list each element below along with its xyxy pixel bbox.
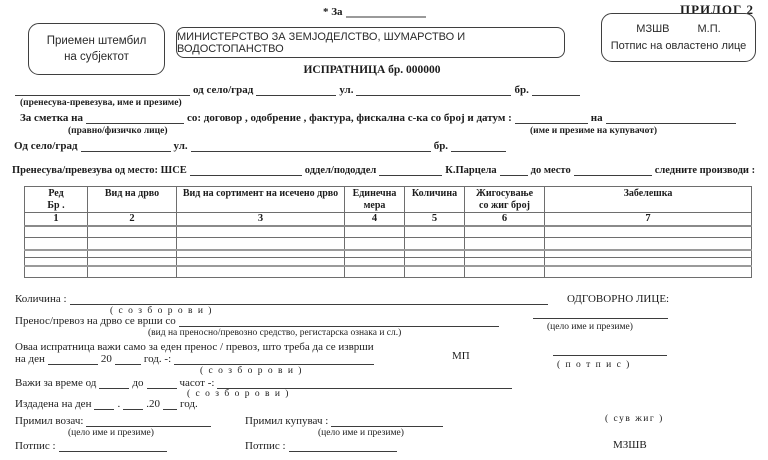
col-header-vid-drvo [88,187,177,213]
col-number: 4 [345,213,405,226]
driver-name-field[interactable] [86,415,211,427]
table-cell[interactable] [545,250,752,258]
col-header-zhigosuvanje [465,187,545,213]
do-mesto-field[interactable] [574,164,652,176]
col-header-line: Ред [48,188,64,199]
row-issued [15,398,198,410]
col-header-kolichina [405,187,465,213]
row-carrier [12,84,583,96]
table-number-row [25,213,752,226]
shse-field[interactable] [190,164,302,176]
legal-entity-caption: (правно/физичко лице) [68,126,168,136]
issued-day-field[interactable] [94,398,114,410]
col-header-line: Вид на сортимент на исечено дрво [182,188,339,199]
col-header-line: Забелешка [623,188,673,199]
so-zborovi-caption-3: ( с о з б о р о в и ) [187,389,290,399]
table-cell[interactable] [405,258,465,266]
twenty-label: 20 [100,353,112,365]
col-header-line: Бр . [47,199,65,211]
col-number: 6 [465,213,545,226]
driver-name-caption: (цело име и презиме) [68,428,154,438]
vehicle-caption: (вид на преносно/превозно средство, регистарска ознака и сл.) [148,328,402,338]
table-cell[interactable] [465,226,545,238]
responsible-signature-field[interactable] [553,344,667,356]
buyer-signature-field[interactable] [289,440,397,452]
col-header-line: Количина [411,188,458,199]
table-cell[interactable] [177,226,345,238]
col-header-zabeleshka [545,187,752,213]
ministry-box [176,27,565,58]
primil-kupuvac-label: Примил купувач : [245,415,329,427]
from-street-no-field[interactable] [451,140,506,152]
hour-to-field[interactable] [147,377,177,389]
primil-vozac-label: Примил возач: [15,415,84,427]
god-dash-label: год. -: [143,353,172,365]
row-buyer-received [245,415,446,427]
row-buyer-signature [245,440,400,452]
table-cell[interactable] [345,250,405,258]
table-cell[interactable] [465,266,545,278]
chasot-label: часот -: [179,377,215,389]
stamp-box-line1: Приемен штембил [46,35,147,47]
odgovorno-lice-label: ОДГОВОРНО ЛИЦЕ: [567,293,670,305]
table-cell[interactable] [545,266,752,278]
table-cell[interactable] [88,266,177,278]
mp-abbr: М.П. [697,22,721,35]
buyer-caption: (име и презиме на купувачот) [530,126,658,136]
issued-month-field[interactable] [123,398,143,410]
table-cell[interactable] [88,238,177,250]
god-label: год. [179,398,198,410]
products-suffix-label: следните производи : [654,165,756,176]
potpis-caption: ( п о т п и с ) [557,360,631,370]
table-cell[interactable] [465,238,545,250]
na-den-label: на ден [15,353,45,365]
table-cell[interactable] [25,258,88,266]
parcela-label: К.Парцела [445,165,497,176]
table-cell[interactable] [405,238,465,250]
prilog-label: ПРИЛОГ 2 [680,2,754,17]
izdadena-label: Издадена на ден [15,398,92,410]
br2-label: бр. [433,140,449,152]
table-cell[interactable] [25,266,88,278]
table-cell[interactable] [25,226,88,238]
so-zborovi-caption: ( с о з б о р о в и ) [110,306,213,316]
table-cell[interactable] [345,238,405,250]
table-cell[interactable] [405,226,465,238]
na-label: на [590,112,603,124]
table-cell[interactable] [88,250,177,258]
responsible-name-field[interactable] [533,307,668,319]
table-cell[interactable] [545,238,752,250]
transfer-prefix-label: Пренесува/превезува од место: ШСЕ [12,165,187,176]
table-cell[interactable] [405,250,465,258]
signature-note: Потпис на овластено лице [610,39,747,52]
table-cell[interactable] [405,266,465,278]
table-row [25,238,752,250]
hours-words-field[interactable] [217,377,512,389]
from-street-field[interactable] [191,140,431,152]
mzshv-box [601,13,756,62]
mzshv-box-top [636,21,720,38]
table-row [25,226,752,238]
table-cell[interactable] [25,250,88,258]
stamp-box [28,23,165,75]
col-header-edinechna-mera [345,187,405,213]
document-number-field[interactable] [515,112,588,124]
col-header-line: Вид на дрво [104,188,160,199]
table-cell[interactable] [177,266,345,278]
table-cell[interactable] [345,258,405,266]
from-village-field[interactable] [81,140,171,152]
od-selo-grad2-label: Од село/град [14,140,78,152]
za-field[interactable] [346,6,426,18]
carrier-street-field[interactable] [356,84,511,96]
day-field[interactable] [48,353,98,365]
issued-year-field[interactable] [163,398,177,410]
table-row [25,266,752,278]
table-row [25,250,752,258]
col-number: 2 [88,213,177,226]
col-header-line: мера [363,199,386,211]
za-row [323,6,429,18]
potpis-label: Потпис : [15,440,56,452]
table-cell[interactable] [545,226,752,238]
so-zborovi-caption-2: ( с о з б о р о в и ) [200,366,303,376]
document-type-label: со: договор , одобрение , фактура, фискална с-ка со број и датум : [186,112,512,124]
buyer-name-field[interactable] [606,112,736,124]
col-header-line: Единечна [352,188,397,199]
buyer-received-field[interactable] [331,415,443,427]
stamp-box-line2: на субјектот [64,51,129,63]
dot20-label: .20 [146,398,160,410]
table-cell[interactable] [545,258,752,266]
oddel-field[interactable] [379,164,442,176]
table-row [25,258,752,266]
col-header-sortiment [177,187,345,213]
ministry-title: МИНИСТЕРСТВО ЗА ЗЕМЈОДЕЛСТВО, ШУМАРСТВО И ВОДОСТОПАНСТВО [177,30,466,55]
year-field[interactable] [115,353,141,365]
oddel-label: оддел/пододдел [304,165,377,176]
ul-label: ул. [339,84,354,96]
potpis-label-2: Потпис : [245,440,286,452]
row-valid-hours [15,377,515,389]
date-words-field[interactable] [174,353,374,365]
od-selo-grad-label: од село/град [193,84,254,96]
za-smetka-label: За сметка на [20,112,83,124]
transport-means-field[interactable] [179,315,499,327]
table-cell[interactable] [465,250,545,258]
prenos-label: Пренос/превоз на дрво се врши со [15,315,176,327]
table-cell[interactable] [177,250,345,258]
row-quantity [15,293,551,305]
col-number: 7 [545,213,752,226]
suv-zig-caption: ( сув жиг ) [605,414,664,424]
carrier-street-no-field[interactable] [532,84,580,96]
table-cell[interactable] [88,258,177,266]
table-cell[interactable] [25,238,88,250]
doc-title: ИСПРАТНИЦА бр. 000000 [303,64,441,76]
ul2-label: ул. [173,140,188,152]
row-date [15,353,377,365]
row-transport [15,315,502,327]
br-label: бр. [514,84,529,96]
do-mesto-label: до место [530,165,571,176]
hour-from-field[interactable] [99,377,129,389]
validity-text: Оваа испратница важи само за еден пренос / превоз, што треба да се изврши [15,341,374,353]
table-cell[interactable] [465,258,545,266]
table-cell[interactable] [345,266,405,278]
table-cell[interactable] [88,226,177,238]
carrier-caption: (пренесува-превезува, име и презиме) [20,98,182,108]
row-driver [15,415,214,427]
table-cell[interactable] [177,238,345,250]
col-header-line: со жиг број [479,199,530,211]
col-header-line: Жигосување [475,188,534,199]
responsible-name-caption: (цело име и презиме) [547,322,633,332]
table-header-row [25,187,752,213]
table-cell[interactable] [345,226,405,238]
table-cell[interactable] [177,258,345,266]
carrier-village-field[interactable] [256,84,336,96]
vazi-od-label: Важи за време од [15,377,97,389]
buyer-name-caption: (цело име и презиме) [318,428,404,438]
parcela-field[interactable] [500,164,528,176]
col-number: 5 [405,213,465,226]
dot-label: . [117,398,121,410]
mzshv-bottom-label: МЗШВ [613,439,647,451]
row-account [20,112,739,124]
col-header-red-br [25,187,88,213]
mp-label: МП [452,350,470,362]
driver-signature-field[interactable] [59,440,167,452]
col-number: 1 [25,213,88,226]
row-transfer [12,164,755,176]
col-number: 3 [177,213,345,226]
account-entity-field[interactable] [86,112,184,124]
kolicina-label: Количина : [15,293,67,305]
row-driver-signature [15,440,170,452]
quantity-field[interactable] [70,293,548,305]
row-from-village [14,140,509,152]
mzshv-abbr: МЗШВ [636,22,670,35]
do-label: до [132,377,144,389]
carrier-name-field[interactable] [15,84,190,96]
za-label: * За [323,6,343,18]
products-table [24,186,752,278]
